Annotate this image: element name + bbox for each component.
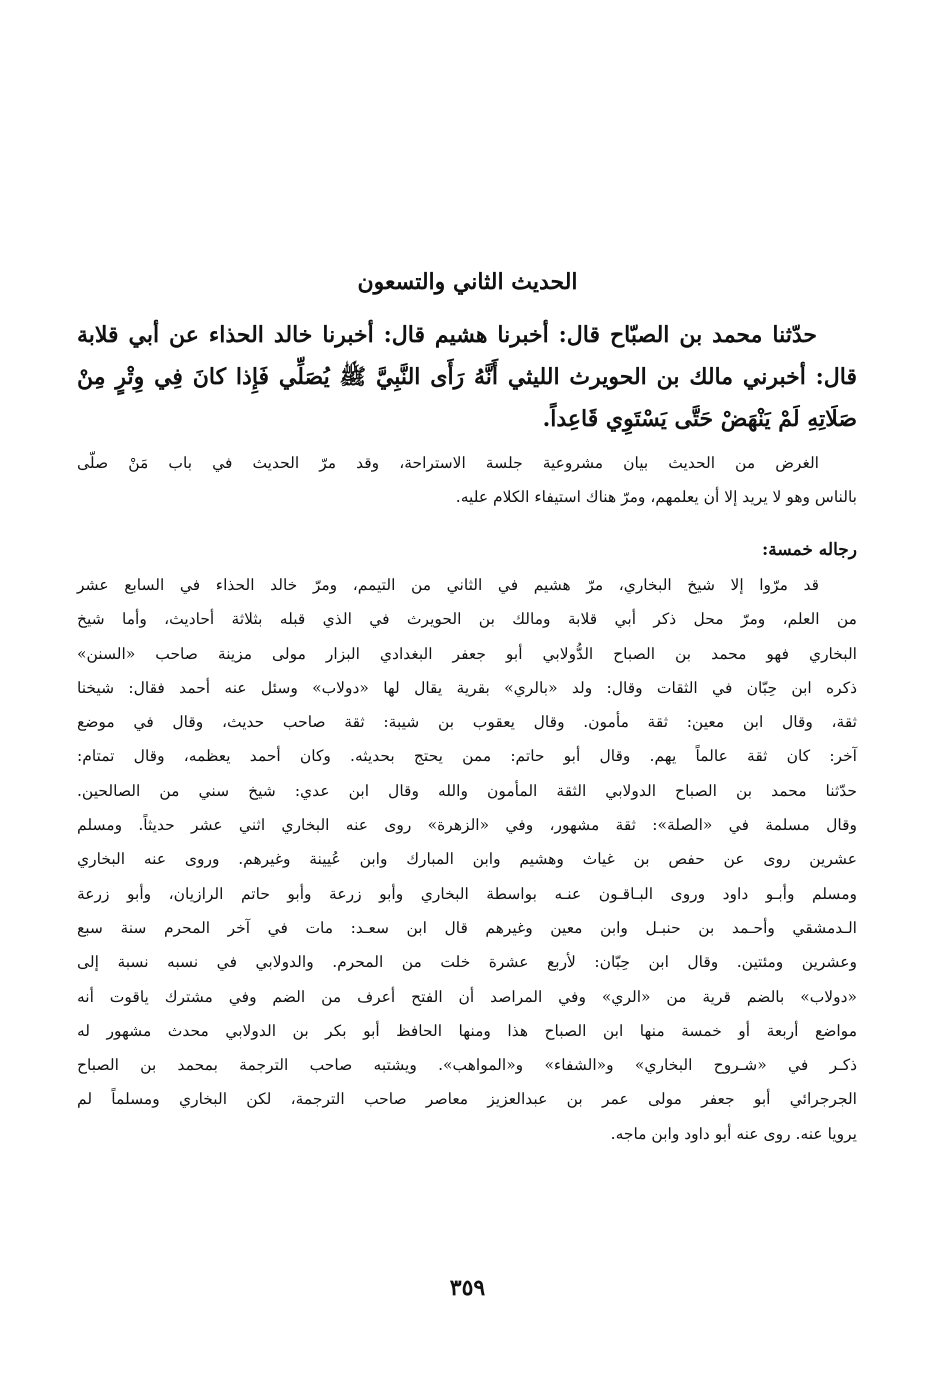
text-line: يرويا عنه. روى عنه أبو داود وابن ماجه.	[610, 1124, 857, 1143]
hadith-line: حدّثنا محمد بن الصبّاح قال: أخبرنا هشيم قال: أخبرنا خالد الحذاء عن أبي قلابة	[77, 322, 817, 348]
text-line: عشرين روى عن حفص بن غياث وهشيم وابن المبارك وابن عُيينة وغيرهم. وروى عنه البخاري	[77, 850, 857, 869]
text-line: «دولاب» بالضم قرية من «الري» وفي المراصد أن الفتح أعرف من الضم وفي مشترك ياقوت أنه	[77, 987, 857, 1006]
text-line: البخاري فهو محمد بن الصباح الدُّولابي أبو جعفر البغدادي البزار مولى مزينة صاحب «السنن»	[77, 644, 857, 663]
chapter-title: الحديث الثاني والتسعون	[357, 269, 578, 295]
text-line: مواضع أربعة أو خمسة منها ابن الصباح هذا ومنها الحافظ أبو بكر بن الدولابي محدث مشهور له	[77, 1021, 857, 1040]
text-line: حدّثنا محمد بن الصباح الدولابي الثقة المأمون والله وقال ابن عدي: شيخ سني من الصالحين.	[77, 781, 857, 800]
text-line: الجرجرائي أبو جعفر مولى عمر بن عبدالعزيز معاصر صاحب الترجمة، لكن البخاري ومسلماً لم	[77, 1090, 857, 1109]
text-line: آخر: كان ثقة عالماً يهم. وقال أبو حاتم: ممن يحتج بحديثه. وكان أحمد يعظمه، وقال تمتام:	[77, 747, 857, 766]
text-line: من العلم، ومرّ محل ذكر أبي قلابة ومالك بن الحويرث في الذي قبله بثلاثة أحاديث، وأما شيخ	[77, 610, 857, 629]
hadith-line: صَلَاتِهِ لَمْ يَنْهَضْ حَتَّى يَسْتَوِي قَاعِداً.	[542, 406, 857, 432]
intro-paragraph	[77, 446, 857, 515]
text-line: الـدمشقي وأحـمد بن حنبـل وابن معين وغيرهم قال ابن سعـد: مات في آخر المحرم سنة سبع	[77, 918, 857, 937]
text-line: ثقة، وقال ابن معين: ثقة مأمون. وقال يعقوب بن شيبة: ثقة صاحب حديث، وقال في موضع	[77, 713, 857, 732]
text-line: الغرض من الحديث بيان مشروعية جلسة الاستراحة، وقد مرّ الحديث في باب مَنْ صلّى	[77, 454, 819, 472]
text-line: ومسلم وأبـو داود وروى البـاقـون عنـه بواسطة البخاري وأبو زرعة وأبو حاتم الرازيان، وأبو زرعة	[77, 884, 857, 903]
text-line: قد مرّوا إلا شيخ البخاري، مرّ هشيم في الثاني من التيمم، ومرّ خالد الحذاء في السابع عشر	[77, 576, 819, 594]
text-line: بالناس وهو لا يريد إلا أن يعلمهم، ومرّ هناك استيفاء الكلام عليه.	[455, 488, 857, 507]
hadith-line: قال: أخبرني مالك بن الحويرث الليثي أَنَّهُ رَأَى النَّبِيَّ ﷺ يُصَلِّي فَإِذا كانَ فِي وِتْرٍ مِنْ	[77, 364, 857, 390]
section-heading: رجاله خمسة:	[761, 540, 857, 560]
page-number: ٣٥٩	[449, 1275, 486, 1301]
text-line: وقال مسلمة في «الصلة»: ثقة مشهور، وفي «الزهرة» روى عنه البخاري اثني عشر حديثاً. ومسلم	[77, 816, 857, 835]
hadith-text	[77, 314, 857, 440]
text-line: ذكـر في «شـروح البخاري» و«الشفاء» و«المواهب». ويشتبه صاحب الترجمة بمحمد بن الصباح	[77, 1056, 857, 1075]
text-line: وعشرين ومئتين. وقال ابن حِبّان: لأربع عشرة خلت من المحرم. والدولابي في نسبه نسبة إلى	[77, 953, 857, 972]
narrators-paragraph	[77, 568, 857, 1151]
text-line: ذكره ابن حِبّان في الثقات وقال: ولد «بالري» بقرية يقال لها «دولاب» وسئل عنه أحمد فقال: شيخنا	[77, 678, 857, 697]
